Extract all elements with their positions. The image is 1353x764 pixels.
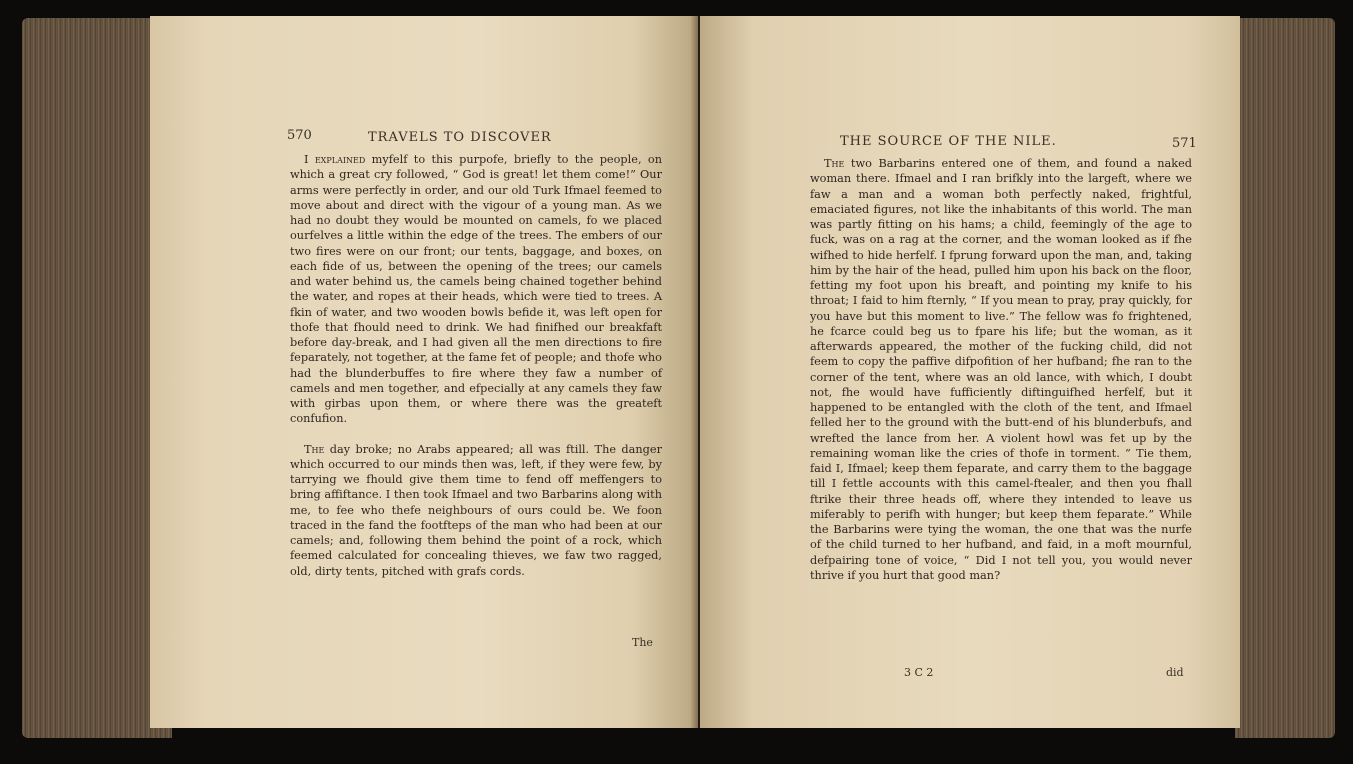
right-para1-lead: The (824, 157, 845, 170)
left-paragraph-1 (290, 152, 662, 427)
right-catchword: did (1166, 666, 1184, 679)
right-para1-body: two Barbarins entered one of them, and found a naked woman there. Ifmael and I ran brifkly into the largeft, where we faw a man and a woman both perfectly naked, frightful, emaciated figures, not like the inhabitants of this world. The man was partly fitting on his hams; a child, feemingly of the age to fuck, was on a rag at the corner, and the woman looked as if fhe wifhed to hide herfelf. I fprung forward upon the man, and, taking him by the hair of the head, pulled him upon his back on the floor, fetting my foot upon his breaft, and pointing my knife to his throat; I faid to him fternly, “ If you mean to pray, pray quickly, for you have but this moment to live.” The fellow was fo frightened, he fcarce could beg us to fpare his life; but the woman, as it afterwards appeared, the mother of the fucking child, did not feem to copy the paffive difpofition of her hufband; fhe ran to the corner of the tent, where was an old lance, with which, I doubt not, fhe would have fufficiently diftinguifhed herfelf, but it happened to be entangled with the cloth of the tent, and Ifmael felled her to the ground with the butt-end of his blunderbufs, and wrefted the lance from her. A violent howl was fet up by the remaining woman like the cries of thofe in torment. “ Tie them, faid I, Ifmael; keep them feparate, and carry them to the baggage till I fettle accounts with this camel-ftealer, and then you fhall ftrike their three heads off, where they intended to leave us miferably to perifh with hunger; but keep them feparate.” While the Barbarins were tying the woman, the one that was the nurfe of the child turned to her hufband, and faid, in a moft mournful, defpairing tone of voice, “ Did I not tell you, you would never thrive if you hurt that good man? (810, 157, 1192, 582)
left-paragraph-2 (290, 442, 662, 579)
left-catchword: The (632, 636, 653, 649)
left-running-head: TRAVELS TO DISCOVER (368, 130, 552, 145)
right-text-block (810, 156, 1192, 583)
right-signature-mark: 3 C 2 (904, 666, 934, 679)
right-page-number: 571 (1172, 136, 1197, 151)
right-paragraph-1 (810, 156, 1192, 583)
left-para1-lead: I explained (304, 153, 366, 166)
left-page (150, 16, 698, 728)
left-para1-body: myfelf to this purpofe, briefly to the people, on which a great cry followed, “ God is great! let them come!” Our arms were perfectly in order, and our old Turk Ifmael feemed to move about and direct with the vigour of a young man. As we had no doubt they would be mounted on camels, fo we placed ourfelves a little within the edge of the trees. The embers of our two fires were on our front; our tents, baggage, and boxes, on each fide of us, between the opening of the trees; our camels and water behind us, the camels being chained together behind the water, and ropes at their heads, which were tied to trees. A fkin of water, and two wooden bowls befide it, was left open for thofe that fhould need to drink. We had finifhed our breakfaft before day-break, and I had given all the men directions to fire feparately, not together, at the fame fet of people; and thofe who had the blunderbuffes to fire where they faw a number of camels and men together, and efpecially at any camels they faw with girbas upon them, or where there was the greateft confufion. (290, 153, 662, 426)
right-running-head: THE SOURCE OF THE NILE. (840, 134, 1057, 149)
left-para2-body: day broke; no Arabs appeared; all was ftill. The danger which occurred to our minds then was, left, if they were few, by tarrying we fhould give them time to fend off meffengers to bring affiftance. I then took Ifmael and two Barbarins along with me, to fee who thefe neighbours of ours could be. We foon traced in the fand the footfteps of the man who had been at our camels; and, following them behind the point of a rock, which feemed calculated for concealing thieves, we faw two ragged, old, dirty tents, pitched with grafs cords. (290, 442, 662, 578)
left-page-number: 570 (287, 128, 312, 143)
right-page-edges (1235, 18, 1335, 738)
left-para2-lead: The (304, 442, 325, 456)
left-text-block (290, 152, 662, 579)
right-page (700, 16, 1240, 728)
